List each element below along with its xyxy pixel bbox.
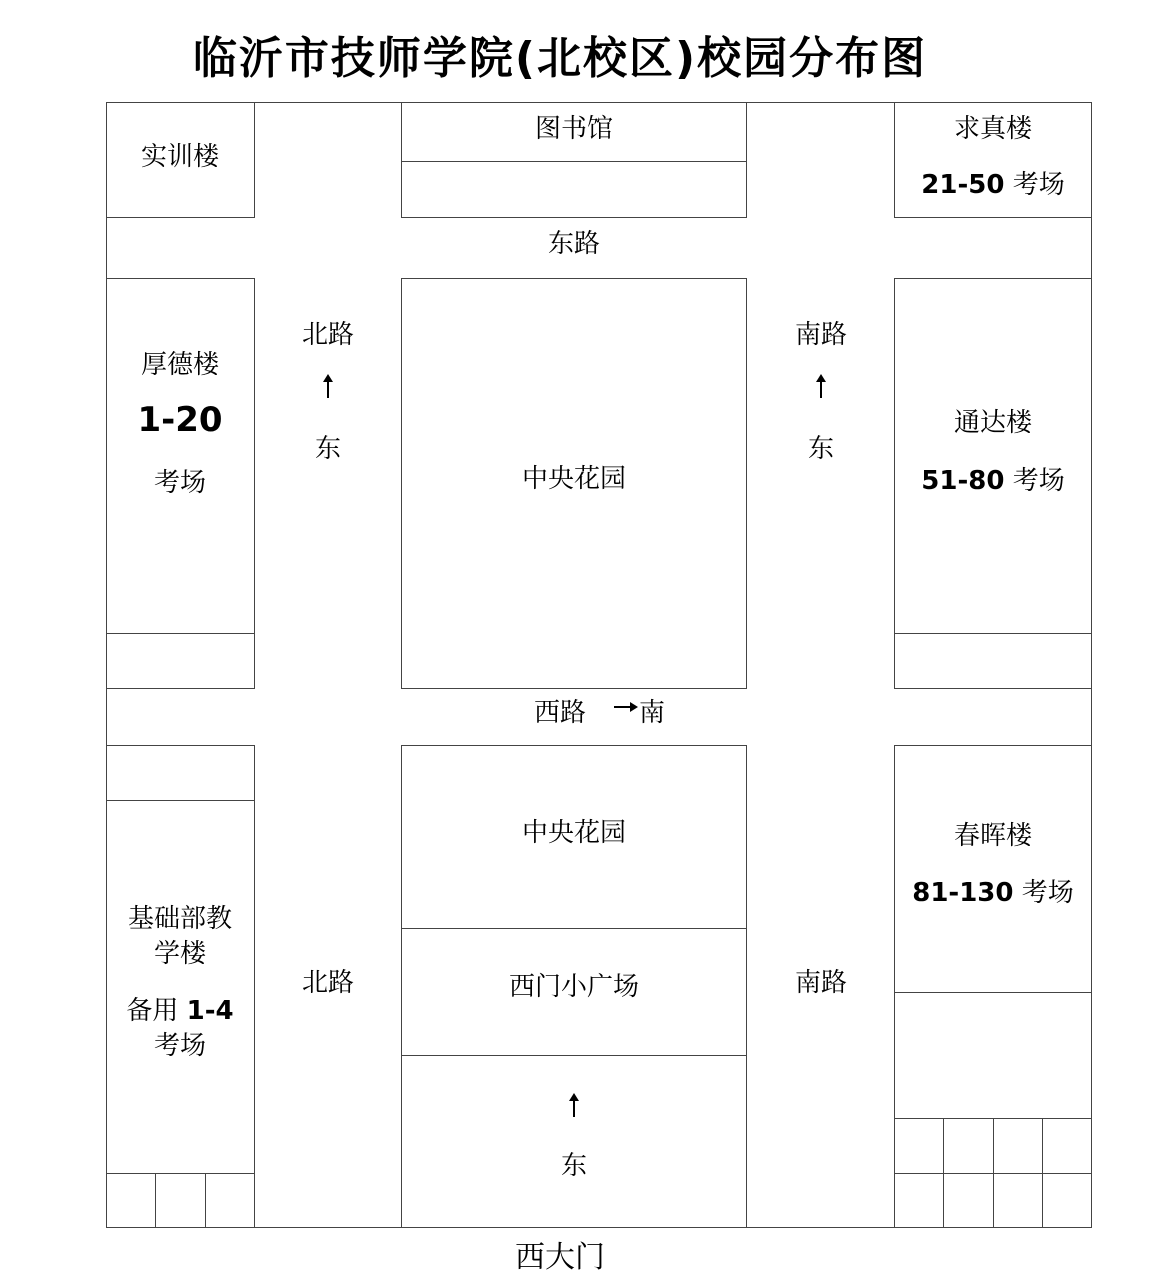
west-gate-square-label: 西门小广场 <box>508 972 640 1002</box>
west-gate-label: 西大门 <box>515 1240 605 1275</box>
chunhui-cell-8 <box>1042 1173 1092 1228</box>
chunhui-cell-3 <box>993 1118 1043 1174</box>
central-garden-top-label: 中央花园 <box>521 464 627 494</box>
jichu-annex <box>106 745 255 801</box>
gate-approach <box>401 1055 747 1228</box>
jichu-rooms-range: 1-4 <box>186 996 234 1026</box>
library-annex <box>401 161 747 218</box>
houde-building[interactable] <box>106 278 255 634</box>
chunhui-annex <box>894 992 1092 1119</box>
chunhui-cell-1 <box>894 1118 944 1174</box>
central-garden-bottom-label: 中央花园 <box>521 818 627 848</box>
chunhui-rooms <box>912 872 1074 909</box>
chunhui-building[interactable] <box>894 745 1092 993</box>
houde-rooms-range: 1-20 <box>137 400 223 440</box>
houde-annex <box>106 633 255 689</box>
west-road-label: 西路 <box>533 698 587 728</box>
qiuzhen-name: 求真楼 <box>953 114 1033 144</box>
houde-name: 厚德楼 <box>140 350 220 380</box>
south-road-dir-east: 东 <box>807 434 835 464</box>
qiuzhen-rooms-range: 21-50 <box>921 170 1005 200</box>
tongda-building[interactable] <box>894 278 1092 634</box>
chunhui-cell-7 <box>993 1173 1043 1228</box>
gate-dir-east: 东 <box>560 1151 588 1181</box>
jichu-cell-2 <box>155 1173 206 1228</box>
qiuzhen-rooms <box>921 164 1064 201</box>
qiuzhen-rooms-unit: 考场 <box>1012 170 1065 200</box>
jichu-cell-3 <box>205 1173 255 1228</box>
chunhui-cell-5 <box>894 1173 944 1228</box>
jichu-name-line2: 学楼 <box>153 939 207 969</box>
chunhui-rooms-range: 81-130 <box>912 878 1014 908</box>
library-label: 图书馆 <box>534 114 614 144</box>
chunhui-cell-2 <box>943 1118 994 1174</box>
chunhui-cell-4 <box>1042 1118 1092 1174</box>
tongda-name: 通达楼 <box>953 408 1033 438</box>
jichu-rooms-unit: 考场 <box>153 1031 207 1061</box>
south-road-bottom-label: 南路 <box>794 968 848 998</box>
map-title: 临沂市技师学院(北校区)校园分布图 <box>192 33 928 84</box>
tongda-rooms-range: 51-80 <box>921 466 1005 496</box>
west-road-dir-south: 南 <box>638 698 666 728</box>
south-road-top-label: 南路 <box>794 320 848 350</box>
jichu-spare-label: 备用 <box>126 996 179 1026</box>
chunhui-name: 春晖楼 <box>953 821 1033 851</box>
north-road-bottom-label: 北路 <box>301 968 355 998</box>
jichu-building[interactable] <box>106 800 255 1174</box>
jichu-name-line1: 基础部教 <box>127 904 233 934</box>
shixun-building-label: 实训楼 <box>140 142 220 172</box>
jichu-cell-1 <box>106 1173 156 1228</box>
north-road-top-label: 北路 <box>301 320 355 350</box>
houde-rooms-unit: 考场 <box>153 468 207 498</box>
tongda-annex <box>894 633 1092 689</box>
jichu-spare <box>126 990 233 1027</box>
north-road-dir-east: 东 <box>314 434 342 464</box>
tongda-rooms-unit: 考场 <box>1012 466 1065 496</box>
chunhui-rooms-unit: 考场 <box>1021 878 1074 908</box>
tongda-rooms <box>921 460 1064 497</box>
chunhui-cell-6 <box>943 1173 994 1228</box>
east-road-label: 东路 <box>547 229 601 259</box>
